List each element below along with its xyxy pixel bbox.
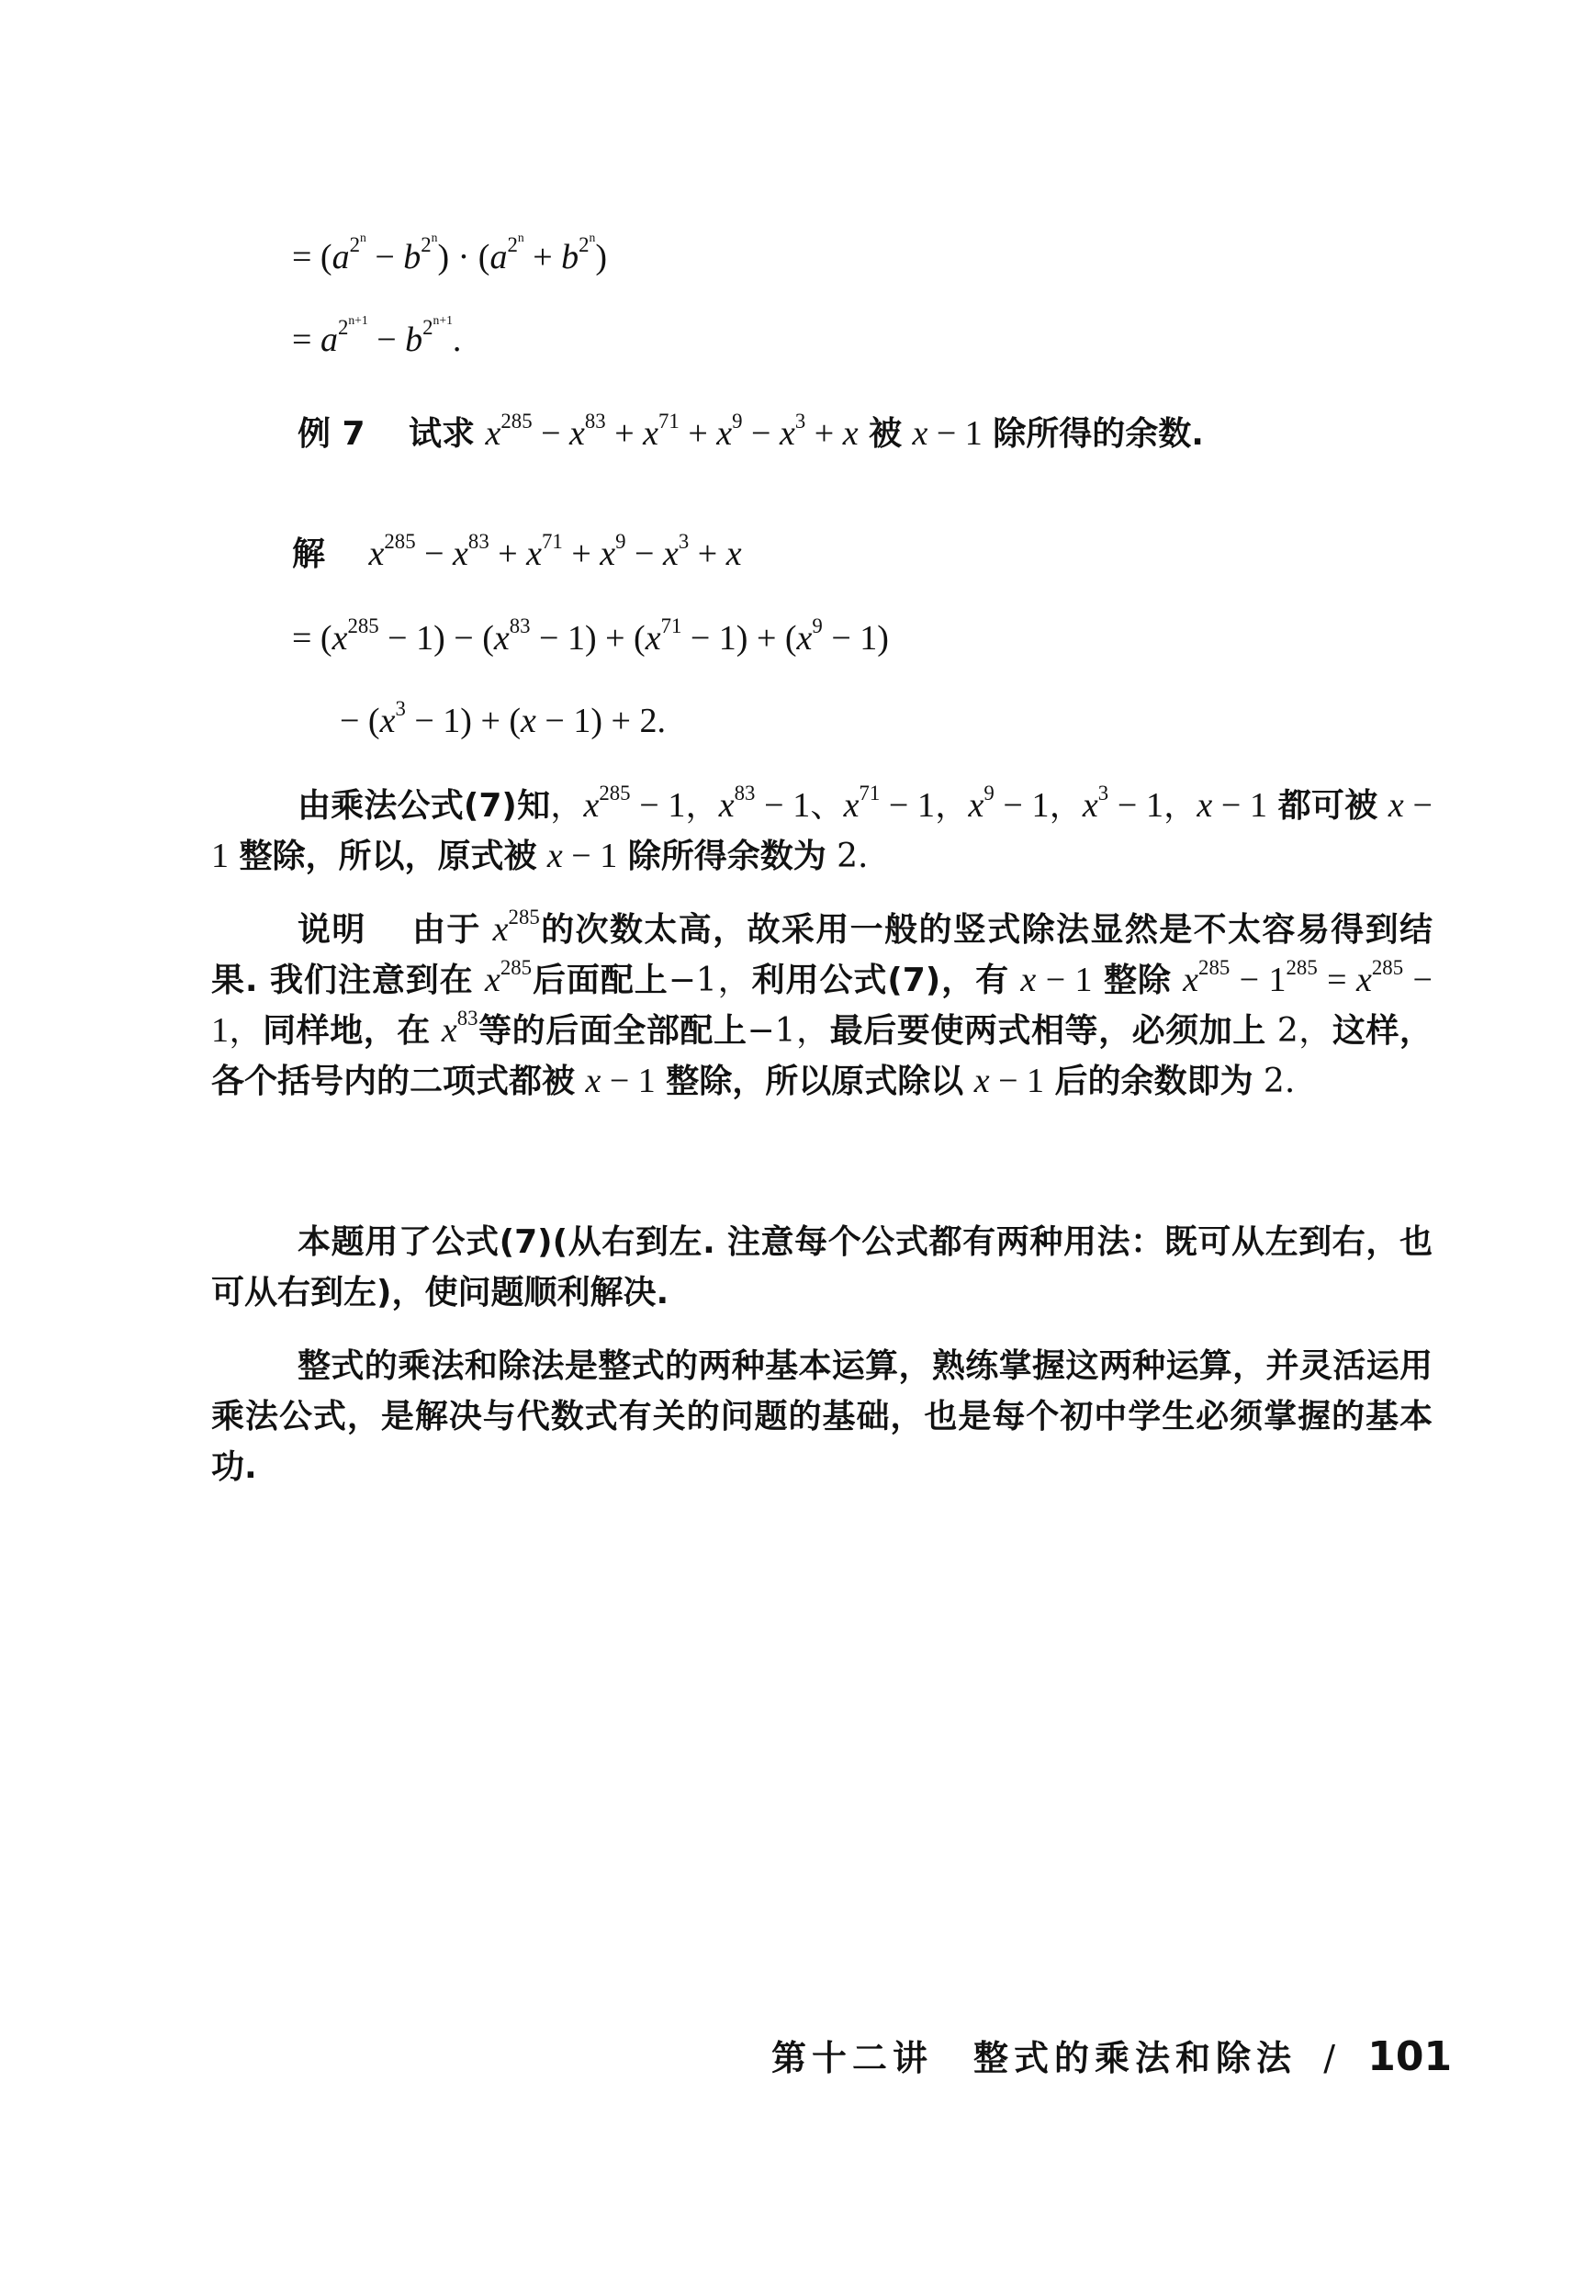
explanation-label: 说明 (298, 911, 366, 949)
page-footer (771, 2030, 1452, 2080)
summary-paragraph: 整式的乘法和除法是整式的两种基本运算，熟练掌握这两种运算，并灵活运用乘法公式，是解决与代数式有关的问题的基础，也是每个初中学生必须掌握的基本功. (211, 1347, 1433, 1486)
solution-label: 解 (292, 535, 326, 573)
remark-paragraph: 本题用了公式(7)(从右到左. 注意每个公式都有两种用法：既可从左到右，也可从右到左)，使问题顺利解决. (211, 1223, 1433, 1311)
conclusion-paragraph: 由乘法公式(7)知，$x^{285} - 1$，$x^{83} - 1$、$x^{71} - 1$，$x^9 - 1$，$x^3 - 1$，x − 1 都可被 x − 1 整除，所以，原式被 x − 1 除所得余数为 2. (211, 781, 1433, 875)
example-label: 例 7 (298, 415, 365, 453)
solution-line-3: − $(x^3 - 1) + (x - 1) + 2$. (340, 696, 666, 740)
example-7: 例 7 试求 $x^{285} - x^{83} + x^{71} + x^9 - x^3 + x$ 被 x − 1 除所得的余数. (298, 409, 1204, 453)
chapter-title: 第十二讲 整式的乘法和除法 (771, 2038, 1298, 2078)
proof-step-1: = $(a^{2^n} - b^{2^n}) \cdot (a^{2^n} + b^{2^n})$ (292, 230, 608, 276)
solution-line-1: 解 $x^{285} - x^{83} + x^{71} + x^9 - x^3 + x$ (292, 529, 742, 573)
solution-line-2: = $(x^{285} - 1) - (x^{83} - 1) + (x^{71} - 1) + (x^9 - 1)$ (292, 613, 889, 658)
proof-step-2: = $a^{2^{n+1}} - b^{2^{n+1}}$. (292, 312, 462, 359)
explanation-paragraph: 说明 由于 $x^{285}$的次数太高，故采用一般的竖式除法显然是不太容易得到结果. 我们注意到在 $x^{285}$后面配上−1，利用公式(7)，有 x − 1 整除 $x^{285} - 1^{285} = x^{285} - 1$，同样地，在 $x^{83}$等的后面全部配上−1，最后要使两式相等，必须加上 2，这样，各个括号内的二项式都被 x − 1 整除，所以原式除以 x − 1 后的余数即为 2. (211, 905, 1433, 1100)
page-number: 101 (1367, 2033, 1453, 2080)
footer-separator: / (1323, 2038, 1342, 2078)
